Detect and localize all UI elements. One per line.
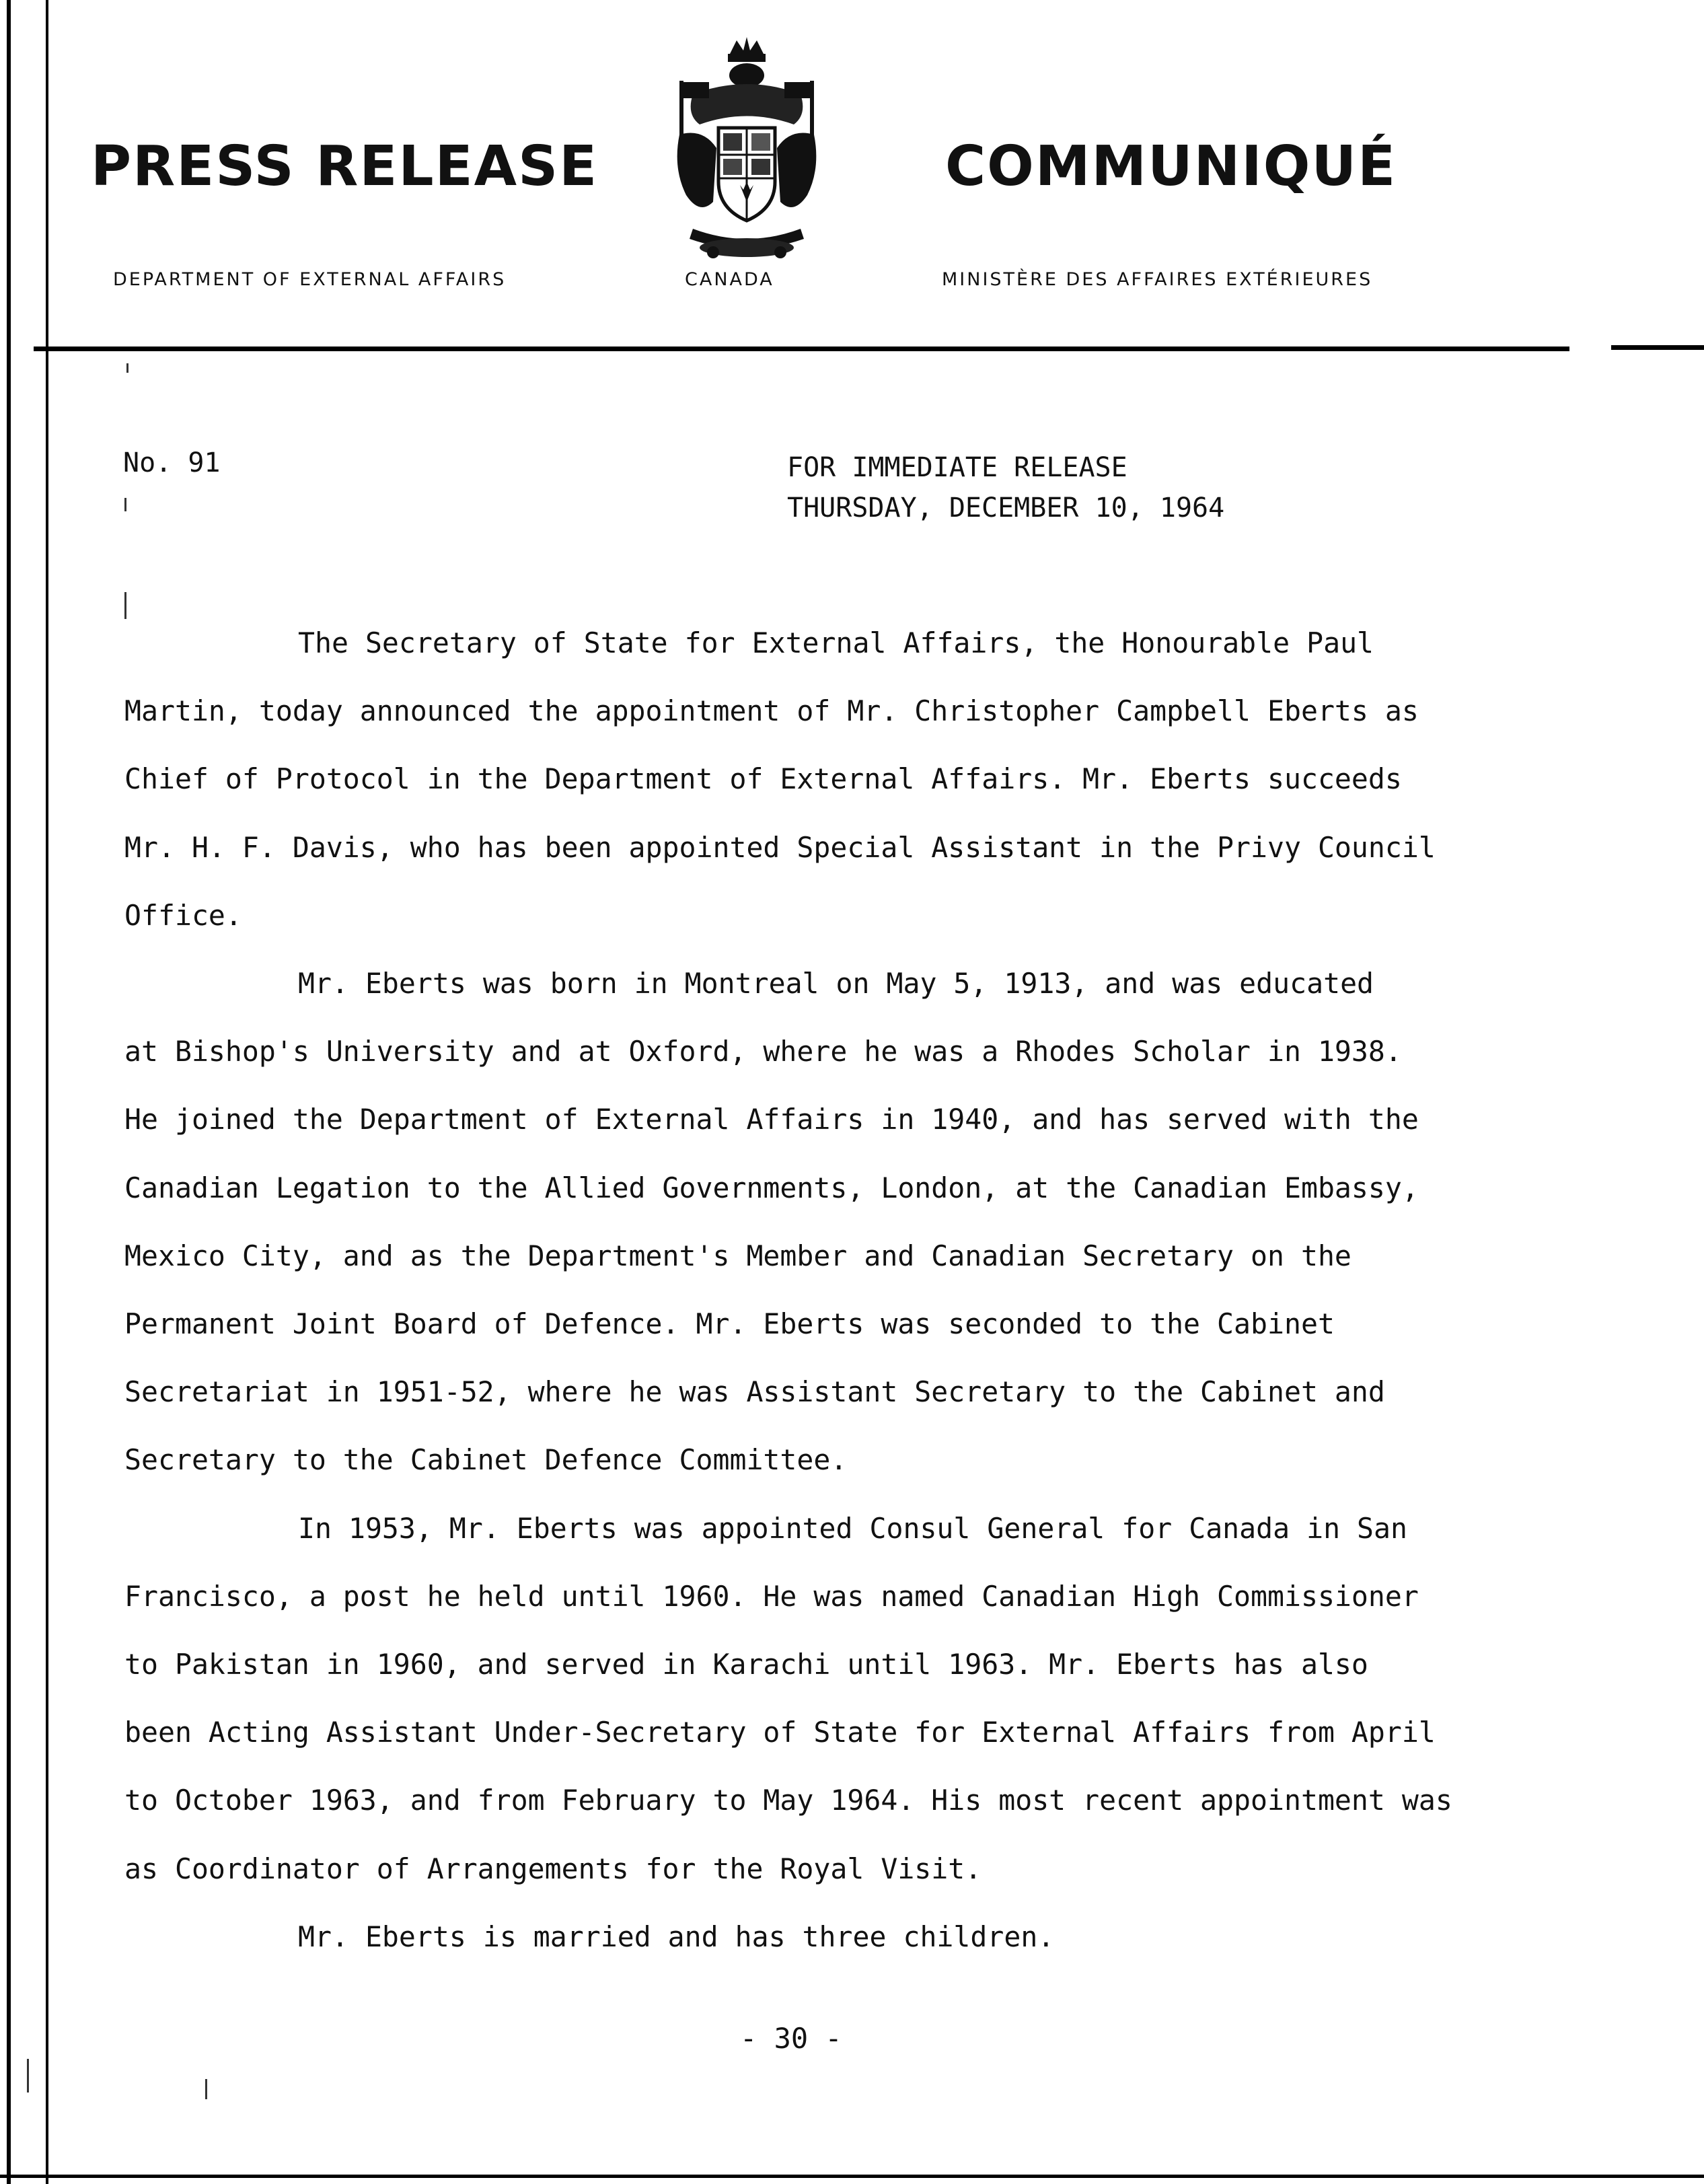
text-line: Mr. H. F. Davis, who has been appointed Special Assistant in the Privy Council [124, 830, 1436, 864]
canadian-coat-of-arms-icon [666, 34, 827, 266]
text-line: been Acting Assistant Under-Secretary of State for External Affairs from April [124, 1716, 1436, 1749]
department-name-fr: MINISTÈRE DES AFFAIRES EXTÉRIEURES [942, 269, 1373, 290]
text-line: to October 1963, and from February to May 1964. His most recent appointment was [124, 1784, 1452, 1817]
left-margin-line-inner [46, 0, 48, 2184]
text-line: Secretariat in 1951-52, where he was Assistant Secretary to the Cabinet and [124, 1375, 1385, 1409]
release-instruction: FOR IMMEDIATE RELEASE [787, 452, 1127, 483]
text-line: In 1953, Mr. Eberts was appointed Consul General for Canada in San [298, 1511, 1408, 1545]
scan-mark [205, 2079, 207, 2099]
footer-edge-line [0, 2175, 1704, 2178]
text-line: Francisco, a post he held until 1960. He was named Canadian High Commissioner [124, 1579, 1419, 1613]
header-divider [34, 347, 1569, 351]
text-line: Martin, today announced the appointment of Mr. Christopher Campbell Eberts as [124, 694, 1419, 728]
release-number: No. 91 [123, 447, 221, 478]
end-of-release-mark: - 30 - [740, 2022, 842, 2055]
scan-mark [124, 498, 126, 511]
text-line: Permanent Joint Board of Defence. Mr. Eberts was seconded to the Cabinet [124, 1307, 1335, 1341]
paragraph-family [124, 1903, 1510, 1971]
department-name-en: DEPARTMENT OF EXTERNAL AFFAIRS [113, 269, 507, 290]
release-date-block [787, 447, 1224, 528]
scan-mark [126, 363, 128, 373]
paragraph-biography [124, 949, 1510, 1494]
communique-title: COMMUNIQUÉ [945, 135, 1397, 198]
scan-mark [27, 2059, 29, 2092]
text-line: Mexico City, and as the Department's Member and Canadian Secretary on the [124, 1239, 1351, 1272]
text-line: Office. [124, 898, 242, 932]
text-line: He joined the Department of External Affairs in 1940, and has served with the [124, 1103, 1419, 1136]
paragraph-announcement [124, 609, 1510, 949]
press-release-body [124, 609, 1510, 1971]
press-release-title: PRESS RELEASE [91, 135, 599, 198]
paragraph-career [124, 1494, 1510, 1903]
text-line: Mr. Eberts is married and has three children. [298, 1920, 1055, 1953]
text-line: Secretary to the Cabinet Defence Committee. [124, 1443, 848, 1477]
text-line: Mr. Eberts was born in Montreal on May 5, 1913, and was educated [298, 967, 1374, 1000]
left-margin-line [7, 0, 11, 2184]
text-line: Chief of Protocol in the Department of External Affairs. Mr. Eberts succeeds [124, 762, 1402, 796]
text-line: Canadian Legation to the Allied Governments, London, at the Canadian Embassy, [124, 1171, 1419, 1204]
scan-mark [124, 592, 126, 619]
country-name: CANADA [685, 269, 774, 290]
text-line: The Secretary of State for External Affairs, the Honourable Paul [298, 626, 1374, 659]
text-line: as Coordinator of Arrangements for the Royal Visit. [124, 1852, 982, 1885]
header-divider-right [1611, 345, 1704, 350]
text-line: to Pakistan in 1960, and served in Karachi until 1963. Mr. Eberts has also [124, 1648, 1368, 1681]
release-date: THURSDAY, DECEMBER 10, 1964 [787, 493, 1225, 523]
text-line: at Bishop's University and at Oxford, where he was a Rhodes Scholar in 1938. [124, 1035, 1402, 1068]
